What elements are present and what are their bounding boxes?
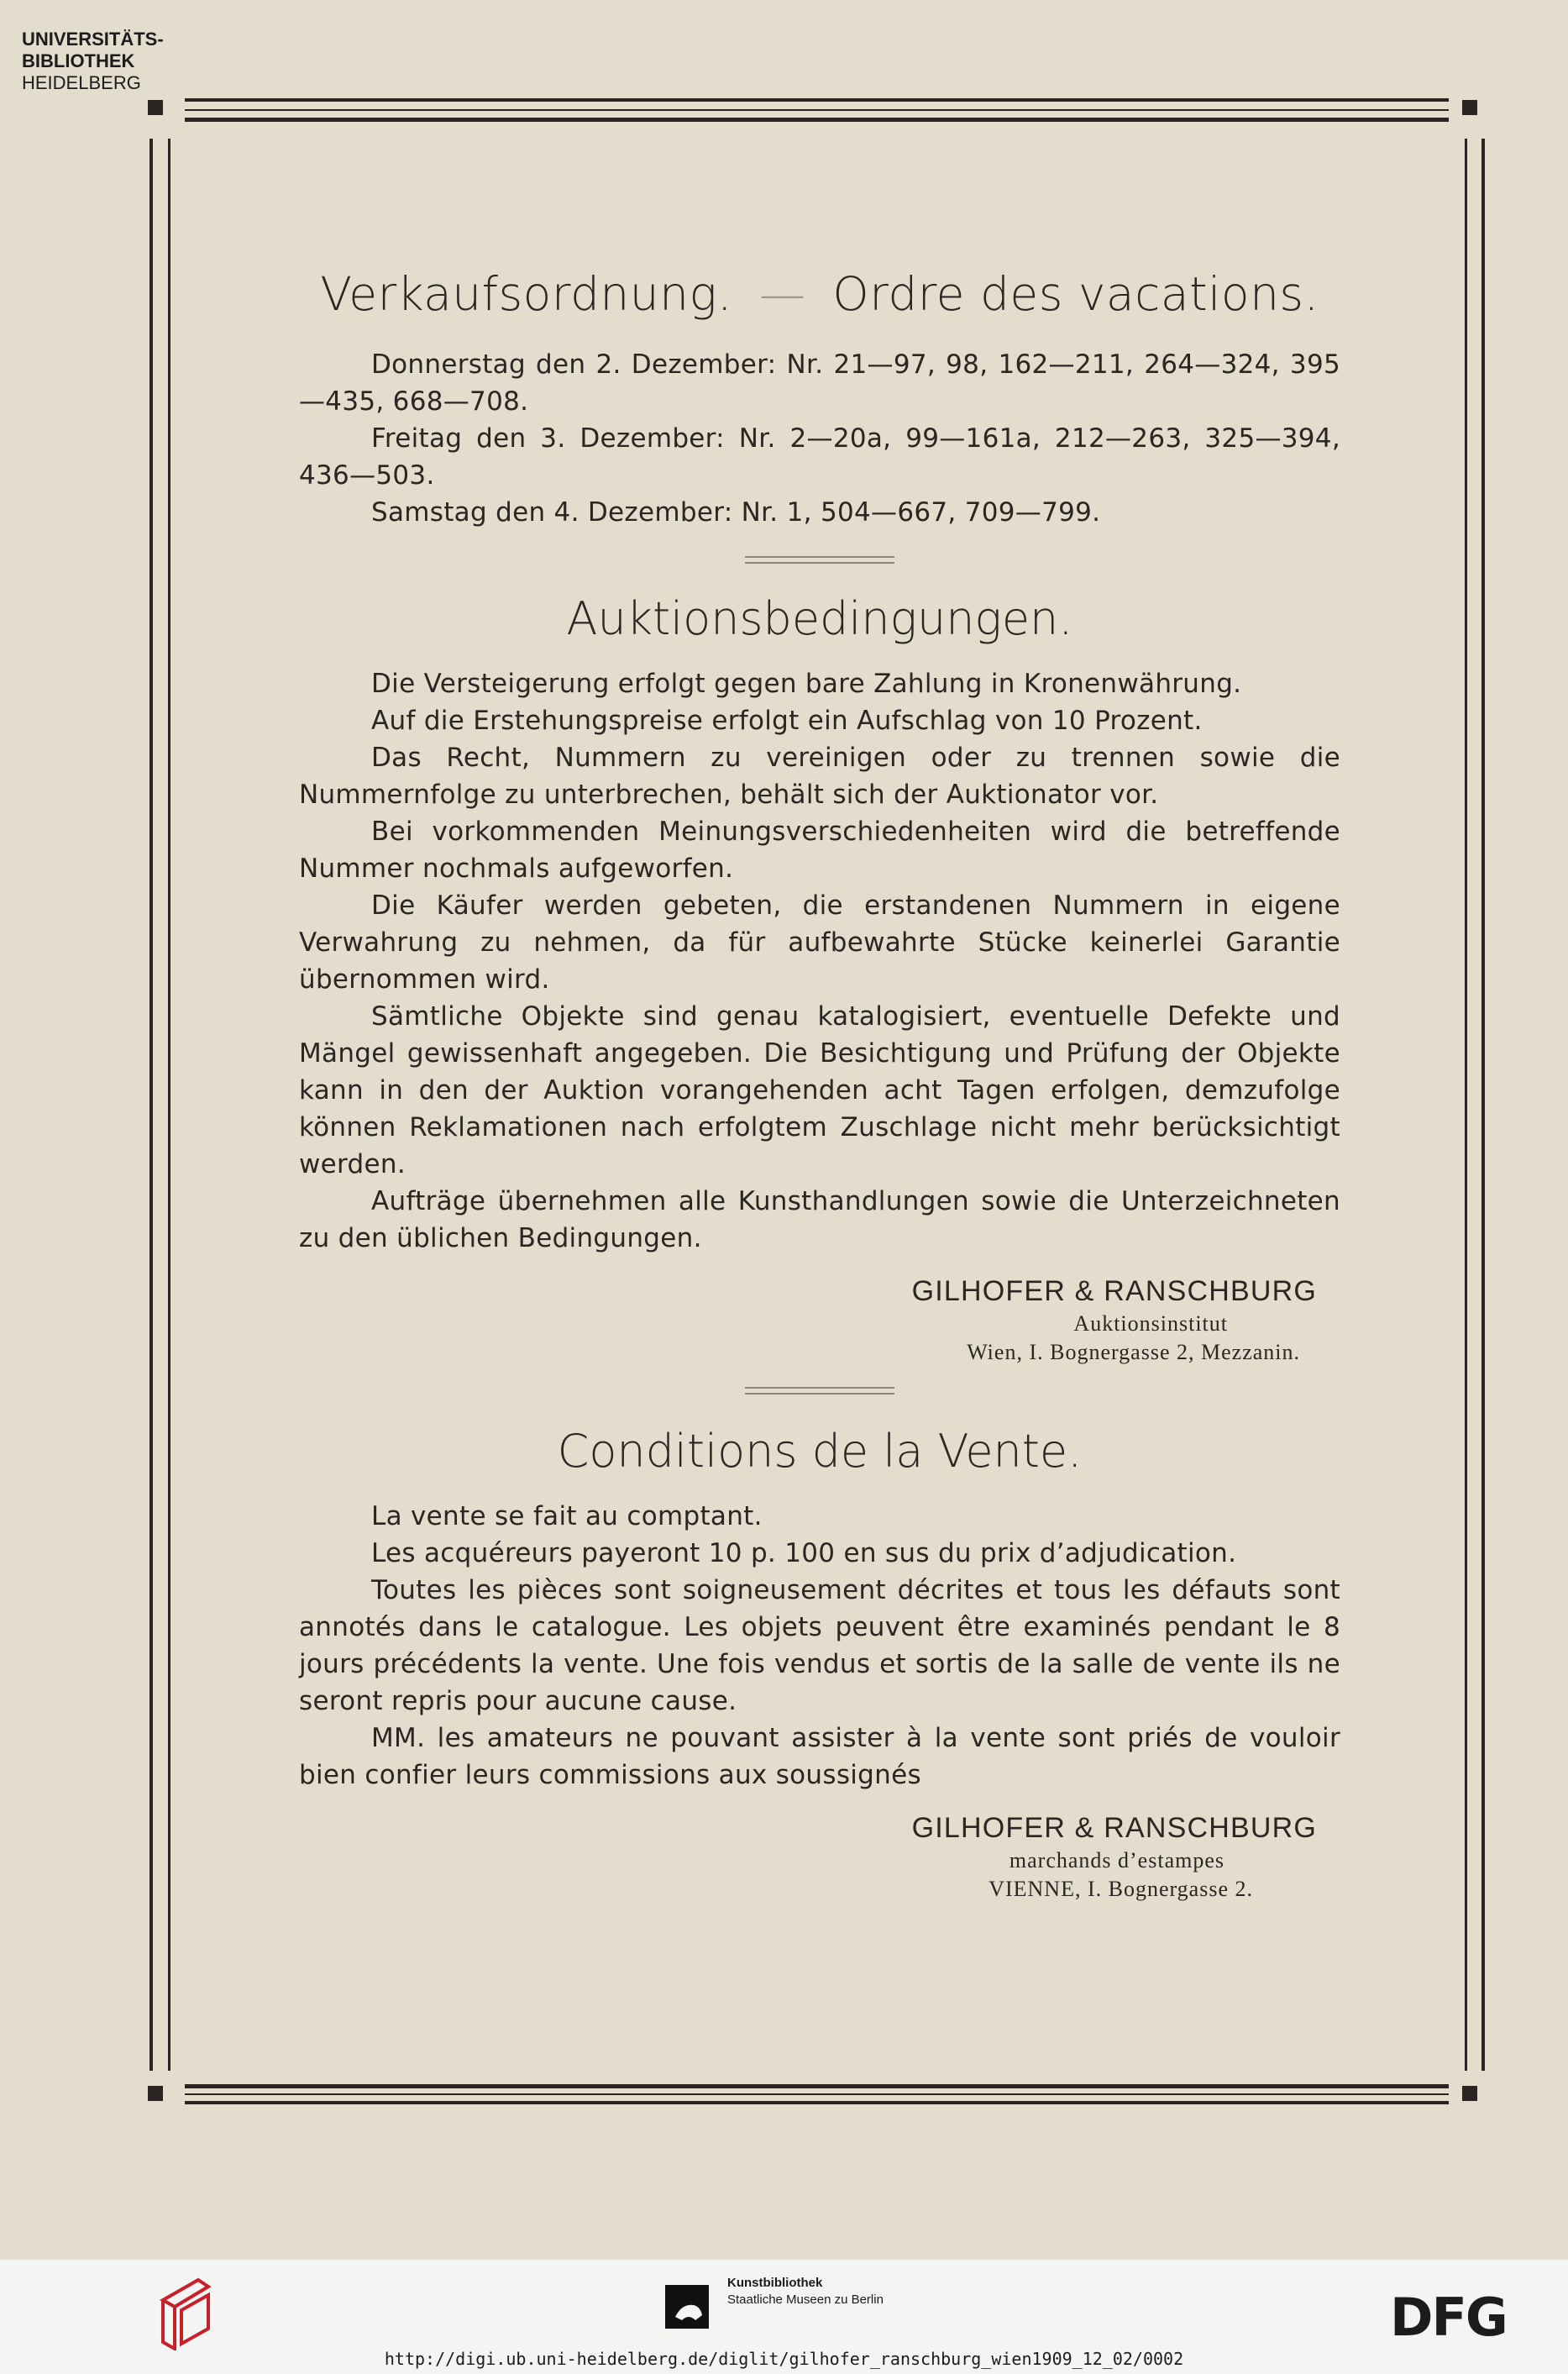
page-content <box>299 267 1340 1902</box>
frame-bottom-rule <box>185 2084 1449 2088</box>
frame-top-rule-inner2 <box>185 118 1449 122</box>
auction-paragraph: Die Versteigerung erfolgt gegen bare Zahlung in Kronenwährung. <box>371 669 1242 699</box>
vente-paragraph: Toutes les pièces sont soigneusement décrites et tous les défauts sont annotés dans le catalogue. Les objets peuvent être examinés pendant le 8 jours précédents la vente. Une fois vendus et sortis de la salle de vente ils ne seront repris pour aucune cause. <box>299 1575 1340 1716</box>
partner-name[interactable] <box>727 2275 884 2308</box>
library-line-3: HEIDELBERG <box>22 72 141 93</box>
auction-paragraph: Sämtliche Objekte sind genau katalogisiert, eventuelle Defekte und Mängel gewissenhaft angegeben. Die Besichtigung und Prüfung der Objekte kann in den der Auktion vorangehenden acht Tagen erfolgen, demzufolge können Reklamationen nach erfolgtem Zuschlage nicht mehr berücksichtigt werden. <box>299 1001 1340 1179</box>
signature-line: marchands d’estampes <box>1009 1848 1225 1872</box>
university-library-logo-text[interactable] <box>22 29 164 94</box>
conditions-vente-heading: Conditions de la Vente. <box>557 1425 1083 1478</box>
auction-paragraph: Die Käufer werden gebeten, die erstandenen Nummern in eigene Verwahrung zu nehmen, da für aufbewahrte Stücke keinerlei Garantie übernommen wird. <box>299 890 1340 995</box>
auction-conditions-heading: Auktionsbedingungen. <box>566 592 1073 645</box>
section-divider <box>745 556 894 564</box>
vente-paragraph: La vente se fait au comptant. <box>371 1501 763 1531</box>
library-line-1: UNIVERSITÄTS- <box>22 29 164 50</box>
permalink-url[interactable]: http://digi.ub.uni-heidelberg.de/diglit/gilhofer_ranschburg_wien1909_12_02/0002 <box>384 2349 1184 2369</box>
dfg-logo[interactable]: DFG <box>1390 2287 1507 2348</box>
signature-firm: GILHOFER & RANSCHBURG <box>911 1812 1317 1844</box>
frame-left-rule <box>149 139 153 2071</box>
frame-left-rule-inner <box>168 139 170 2071</box>
schedule-line-friday: Freitag den 3. Dezember: Nr. 2—20a, 99—161a, 212—263, 325—394, 436—503. <box>299 423 1340 491</box>
signature-firm: GILHOFER & RANSCHBURG <box>911 1275 1317 1307</box>
schedule-title-dash: — <box>758 267 806 321</box>
schedule-line-thursday: Donnerstag den 2. Dezember: Nr. 21—97, 98, 162—211, 264—324, 395—435, 668—708. <box>299 349 1340 417</box>
schedule-title-fr: Ordre des vacations. <box>832 267 1319 321</box>
frame-right-rule <box>1465 139 1467 2071</box>
vente-paragraph: Les acquéreurs payeront 10 p. 100 en sus du prix d’adjudication. <box>371 1538 1237 1568</box>
partner-line-2: Staatliche Museen zu Berlin <box>727 2293 884 2307</box>
frame-bottom-rule-inner2 <box>185 2101 1449 2104</box>
frame-right-rule-outer <box>1481 139 1485 2071</box>
frame-top-rule-inner <box>185 109 1449 111</box>
frame-corner-top-left <box>148 100 163 115</box>
signature-address: Wien, I. Bognergasse 2, Mezzanin. <box>967 1340 1300 1364</box>
section-divider <box>745 1387 894 1394</box>
auction-paragraph: Aufträge übernehmen alle Kunsthandlungen sowie die Unterzeichneten zu den üblichen Bedingungen. <box>299 1186 1340 1253</box>
frame-top-rule <box>185 98 1449 102</box>
frame-corner-bottom-right <box>1462 2086 1477 2101</box>
university-library-mark-icon <box>156 2275 215 2350</box>
vente-paragraph: MM. les amateurs ne pouvant assister à la vente sont priés de vouloir bien confier leurs commissions aux soussignés <box>299 1723 1340 1790</box>
auction-paragraph: Bei vorkommenden Meinungsverschiedenheiten wird die betreffende Nummer nochmals aufgeworfen. <box>299 817 1340 884</box>
signature-line: Auktionsinstitut <box>1073 1311 1228 1336</box>
signature-address: VIENNE, I. Bognergasse 2. <box>989 1877 1253 1901</box>
frame-corner-bottom-left <box>148 2086 163 2101</box>
kunstbibliothek-logo-icon <box>663 2283 711 2330</box>
frame-bottom-rule-inner <box>185 2093 1449 2095</box>
frame-corner-top-right <box>1462 100 1477 115</box>
library-line-2: BIBLIOTHEK <box>22 50 135 71</box>
partner-line-1: Kunstbibliothek <box>727 2276 823 2290</box>
schedule-heading <box>299 267 1340 321</box>
auction-paragraph: Auf die Erstehungspreise erfolgt ein Aufschlag von 10 Prozent. <box>371 706 1203 736</box>
vente-signature <box>299 1812 1317 1902</box>
auction-signature <box>299 1275 1317 1365</box>
schedule-line-saturday: Samstag den 4. Dezember: Nr. 1, 504—667, 709—799. <box>371 497 1101 528</box>
schedule-title-de: Verkaufsordnung. <box>320 267 732 321</box>
auction-paragraph: Das Recht, Nummern zu vereinigen oder zu trennen sowie die Nummernfolge zu unterbrechen, behält sich der Auktionator vor. <box>299 743 1340 810</box>
